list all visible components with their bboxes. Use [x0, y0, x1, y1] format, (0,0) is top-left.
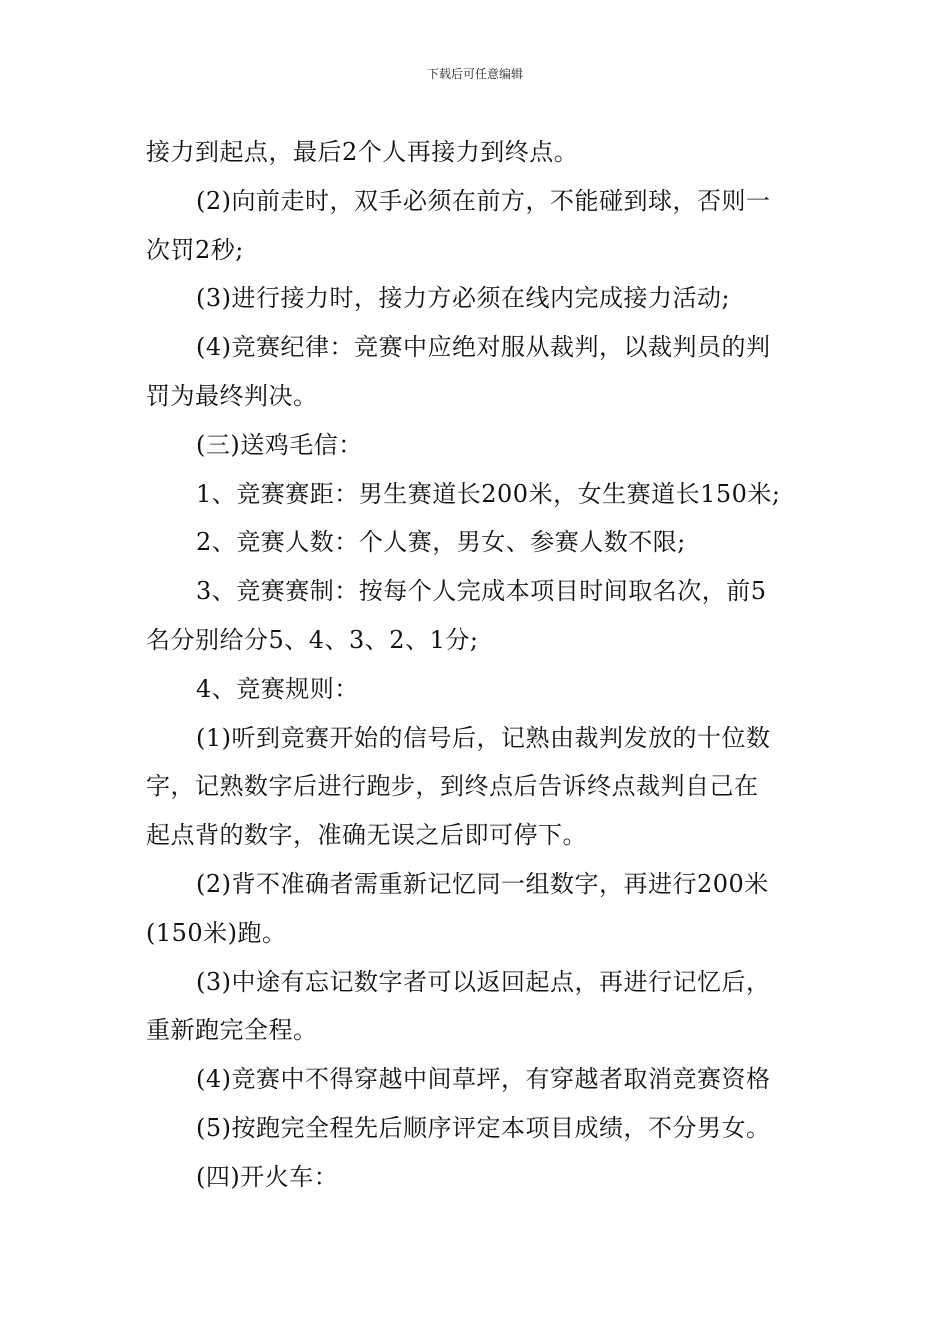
text-line: (2)向前走时，双手必须在前方，不能碰到球，否则一 [196, 186, 771, 215]
page-header: 下载后可任意编辑 [426, 67, 523, 81]
text-line: (3)进行接力时，接力方必须在线内完成接力活动; [196, 284, 731, 313]
text-line: 重新跑完全程。 [146, 1016, 318, 1045]
text-line: (5)按跑完全程先后顺序评定本项目成绩，不分男女。 [196, 1113, 771, 1142]
text-line: 3、竞赛赛制：按每个人完成本项目时间取名次，前5 [196, 577, 767, 606]
text-line: 名分别给分5、4、3、2、1分; [146, 625, 479, 654]
text-line: 字，记熟数字后进行跑步，到终点后告诉终点裁判自己在 [146, 772, 759, 801]
text-line: (1)听到竞赛开始的信号后，记熟由裁判发放的十位数 [196, 723, 771, 752]
text-line: 起点背的数字，准确无误之后即可停下。 [146, 821, 587, 850]
text-line: (150米)跑。 [146, 918, 287, 947]
text-line: (2)背不准确者需重新记忆同一组数字，再进行200米 [196, 869, 769, 898]
text-line: 罚为最终判决。 [146, 381, 318, 410]
text-line: (4)竞赛纪律：竞赛中应绝对服从裁判，以裁判员的判 [196, 333, 771, 362]
document-body [146, 128, 810, 1202]
text-line: (3)中途有忘记数字者可以返回起点，再进行记忆后， [196, 967, 771, 996]
text-line: (四)开火车： [196, 1162, 339, 1191]
text-line: 4、竞赛规则： [196, 674, 359, 703]
text-line: 次罚2秒; [146, 235, 244, 264]
text-line: (三)送鸡毛信： [196, 430, 363, 459]
text-line: 接力到起点，最后2个人再接力到终点。 [146, 138, 579, 166]
text-line: 2、竞赛人数：个人赛，男女、参赛人数不限; [196, 528, 686, 557]
text-line: 1、竞赛赛距：男生赛道长200米，女生赛道长150米; [196, 479, 781, 508]
text-line: (4)竞赛中不得穿越中间草坪，有穿越者取消竞赛资格 [196, 1065, 771, 1094]
